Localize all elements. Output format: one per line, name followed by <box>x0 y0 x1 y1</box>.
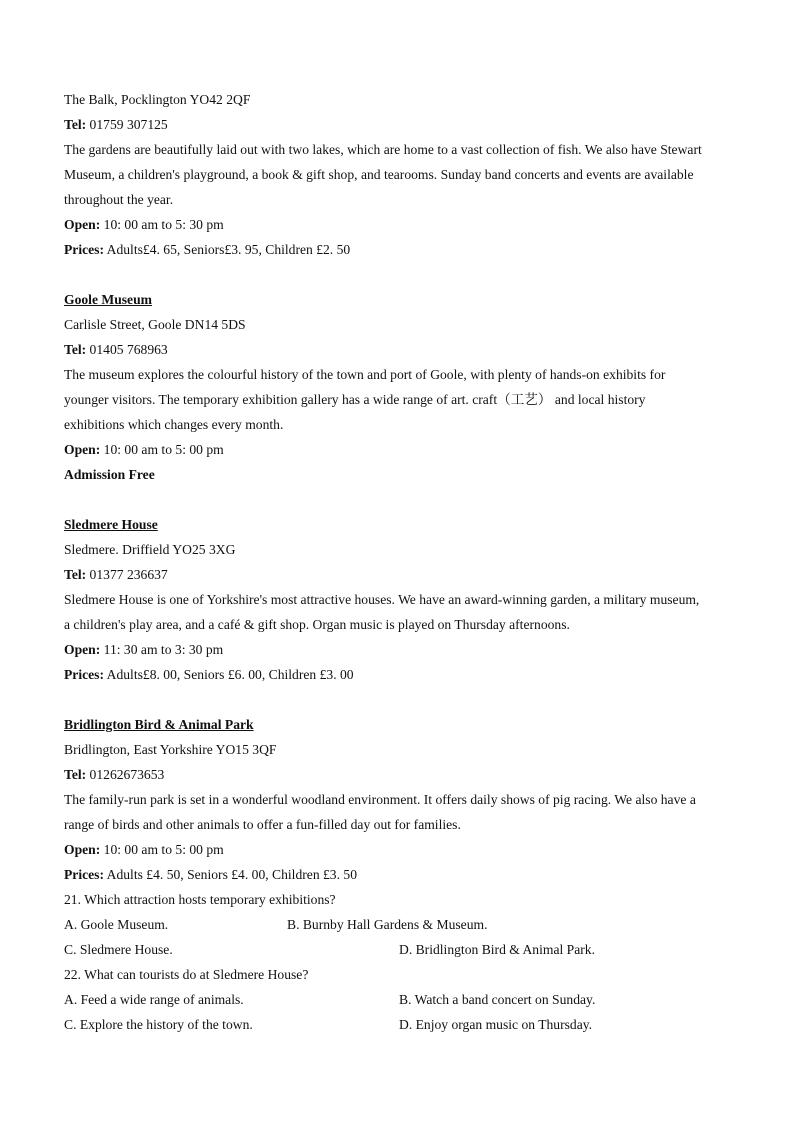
spacer <box>64 687 730 712</box>
prices-value: Adults£4. 65, Seniors£3. 95, Children £2. 50 <box>104 242 351 257</box>
option-d: D. Bridlington Bird & Animal Park. <box>399 942 595 957</box>
tel-value: 01405 768963 <box>86 342 168 357</box>
spacer <box>64 262 730 287</box>
goole-open <box>64 437 730 462</box>
option-d: D. Enjoy organ music on Thursday. <box>399 1017 593 1032</box>
sledmere-tel <box>64 562 730 587</box>
question-21-options-row-2 <box>64 937 730 962</box>
question-21: 21. Which attraction hosts temporary exhibitions? <box>64 892 336 907</box>
goole-desc-line: exhibitions which changes every month. <box>64 417 284 432</box>
open-value: 10: 00 am to 5: 00 pm <box>100 842 224 857</box>
burnby-tel <box>64 112 730 137</box>
option-c: C. Explore the history of the town. <box>64 1017 253 1032</box>
bridlington-prices <box>64 862 730 887</box>
option-a: A. Feed a wide range of animals. <box>64 992 244 1007</box>
bridlington-address: Bridlington, East Yorkshire YO15 3QF <box>64 742 277 757</box>
prices-label: Prices: <box>64 867 104 882</box>
bridlington-tel <box>64 762 730 787</box>
tel-value: 01377 236637 <box>86 567 168 582</box>
prices-label: Prices: <box>64 667 104 682</box>
burnby-open <box>64 212 730 237</box>
goole-address: Carlisle Street, Goole DN14 5DS <box>64 317 246 332</box>
tel-value: 01759 307125 <box>86 117 168 132</box>
tel-label: Tel: <box>64 342 87 357</box>
burnby-desc-line: The gardens are beautifully laid out with two lakes, which are home to a vast collection of fish. We also have Stewart <box>64 142 702 157</box>
sledmere-prices <box>64 662 730 687</box>
open-label: Open: <box>64 217 101 232</box>
bridlington-open <box>64 837 730 862</box>
sledmere-open <box>64 637 730 662</box>
tel-label: Tel: <box>64 567 87 582</box>
spacer <box>64 487 730 512</box>
option-c: C. Sledmere House. <box>64 942 173 957</box>
open-value: 10: 00 am to 5: 30 pm <box>100 217 224 232</box>
open-label: Open: <box>64 442 101 457</box>
goole-title: Goole Museum <box>64 292 152 307</box>
tel-label: Tel: <box>64 767 87 782</box>
burnby-desc-line: throughout the year. <box>64 192 174 207</box>
question-22-options-row-1 <box>64 987 730 1012</box>
open-value: 10: 00 am to 5: 00 pm <box>100 442 224 457</box>
bridlington-title: Bridlington Bird & Animal Park <box>64 717 254 732</box>
open-value: 11: 30 am to 3: 30 pm <box>100 642 224 657</box>
burnby-address: The Balk, Pocklington YO42 2QF <box>64 92 251 107</box>
option-b: B. Burnby Hall Gardens & Museum. <box>287 917 488 932</box>
open-label: Open: <box>64 842 101 857</box>
document-page <box>64 87 730 1037</box>
question-21-options-row-1 <box>64 912 730 937</box>
sledmere-desc-line: Sledmere House is one of Yorkshire's most attractive houses. We have an award-winning garden, a military museum, <box>64 592 700 607</box>
question-22-options-row-2 <box>64 1012 730 1037</box>
prices-value: Adults£8. 00, Seniors £6. 00, Children £3. 00 <box>104 667 354 682</box>
goole-desc-line: younger visitors. The temporary exhibition gallery has a wide range of art. craft（工艺） and local history <box>64 392 646 407</box>
bridlington-desc-line: The family-run park is set in a wonderful woodland environment. It offers daily shows of pig racing. We also have a <box>64 792 696 807</box>
bridlington-desc-line: range of birds and other animals to offer a fun-filled day out for families. <box>64 817 461 832</box>
option-a: A. Goole Museum. <box>64 917 169 932</box>
sledmere-address: Sledmere. Driffield YO25 3XG <box>64 542 236 557</box>
sledmere-desc-line: a children's play area, and a café & gift shop. Organ music is played on Thursday afternoons. <box>64 617 570 632</box>
open-label: Open: <box>64 642 101 657</box>
burnby-prices <box>64 237 730 262</box>
burnby-desc-line: Museum, a children's playground, a book & gift shop, and tearooms. Sunday band concerts and events are available <box>64 167 694 182</box>
tel-value: 01262673653 <box>86 767 165 782</box>
prices-label: Prices: <box>64 242 104 257</box>
tel-label: Tel: <box>64 117 87 132</box>
option-b: B. Watch a band concert on Sunday. <box>399 992 596 1007</box>
question-22: 22. What can tourists do at Sledmere House? <box>64 967 309 982</box>
goole-desc-line: The museum explores the colourful history of the town and port of Goole, with plenty of hands-on exhibits for <box>64 367 666 382</box>
sledmere-title: Sledmere House <box>64 517 158 532</box>
prices-value: Adults £4. 50, Seniors £4. 00, Children £3. 50 <box>104 867 357 882</box>
goole-admission: Admission Free <box>64 467 155 482</box>
goole-tel <box>64 337 730 362</box>
